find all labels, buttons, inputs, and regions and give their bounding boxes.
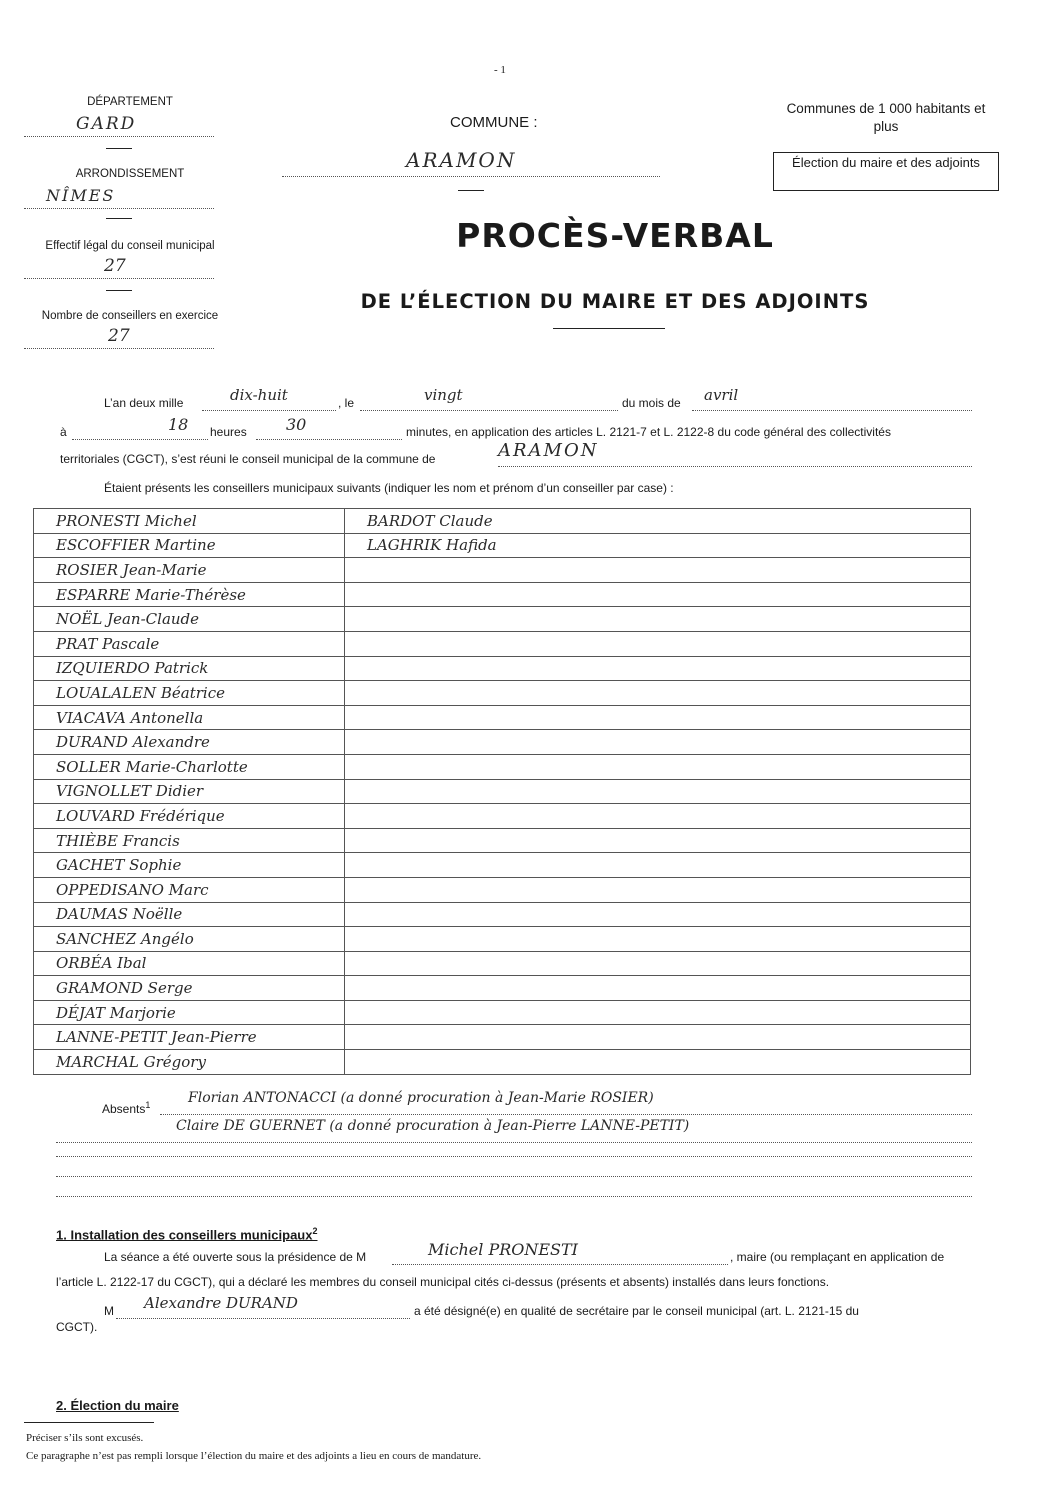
council-member-cell: DAUMAS Noëlle <box>34 902 345 927</box>
section-1-p1-end: , maire (ou remplaçant en application de <box>730 1250 945 1264</box>
section-1-title <box>56 1226 318 1242</box>
page-subtitle: DE L’ÉLECTION DU MAIRE ET DES ADJOINTS <box>360 290 870 313</box>
effectif-field <box>24 258 214 279</box>
table-row <box>34 1025 971 1050</box>
footnote-ref-1: 1 <box>145 1100 151 1110</box>
council-member-cell <box>345 558 971 583</box>
absent-entry: Florian ANTONACCI (a donné procuration à Jean-Marie ROSIER) <box>188 1090 654 1106</box>
council-member-cell <box>345 656 971 681</box>
presents-label: Étaient présents les conseillers municipaux suivants (indiquer les nom et prénom d’un conseiller par case) : <box>104 481 674 495</box>
council-member-cell <box>345 779 971 804</box>
departement-value: GARD <box>76 114 137 134</box>
council-member-cell <box>345 976 971 1001</box>
absents-label <box>102 1100 150 1116</box>
council-member-cell <box>345 804 971 829</box>
section-1-p1-start: La séance a été ouverte sous la présidence de M <box>104 1250 367 1264</box>
table-row <box>34 877 971 902</box>
council-member-cell <box>345 902 971 927</box>
arrondissement-value: NÎMES <box>46 186 116 205</box>
heures-value: 18 <box>168 415 189 434</box>
an-field <box>202 386 336 411</box>
council-member-cell <box>345 631 971 656</box>
table-row <box>34 607 971 632</box>
table-row <box>34 804 971 829</box>
territoriales-value: ARAMON <box>498 440 599 461</box>
council-member-cell: GRAMOND Serge <box>34 976 345 1001</box>
council-member-cell <box>345 705 971 730</box>
exercice-label: Nombre de conseillers en exercice <box>41 310 219 322</box>
absents-line-4 <box>56 1170 972 1177</box>
page-number: - 1 <box>494 64 506 76</box>
table-row <box>34 509 971 534</box>
divider <box>106 290 132 291</box>
council-member-cell <box>345 1050 971 1075</box>
council-member-cell: ESCOFFIER Martine <box>34 533 345 558</box>
table-row <box>34 951 971 976</box>
council-member-cell <box>345 951 971 976</box>
council-member-cell <box>345 1000 971 1025</box>
absent-entry: Claire DE GUERNET (a donné procuration à Jean-Pierre LANNE-PETIT) <box>176 1118 690 1134</box>
table-row <box>34 533 971 558</box>
section-2-title: 2. Élection du maire <box>56 1398 179 1413</box>
council-member-cell <box>345 754 971 779</box>
council-member-cell: PRAT Pascale <box>34 631 345 656</box>
council-member-cell: ESPARRE Marie-Thérèse <box>34 582 345 607</box>
page-title: PROCÈS-VERBAL <box>456 216 774 255</box>
table-row <box>34 558 971 583</box>
footnote-1: Préciser s’ils sont excusés. <box>26 1432 144 1444</box>
absents-label-text: Absents <box>102 1102 146 1116</box>
minutes-label: minutes, en application des articles L. 2121-7 et L. 2122-8 du code général des collectivités <box>406 425 891 439</box>
council-member-cell <box>345 853 971 878</box>
table-row <box>34 853 971 878</box>
council-member-cell: VIACAVA Antonella <box>34 705 345 730</box>
council-member-cell: ORBÉA Ibal <box>34 951 345 976</box>
an-value: dix-huit <box>230 386 288 404</box>
le-field <box>360 386 618 411</box>
footnote-2: Ce paragraphe n’est pas rempli lorsque l’élection du maire et des adjoints a lieu en cours de mandature. <box>26 1450 482 1462</box>
council-member-cell: LOUALALEN Béatrice <box>34 681 345 706</box>
table-row <box>34 828 971 853</box>
section-1-p1-line2: l’article L. 2122-17 du CGCT), qui a déclaré les membres du conseil municipal cités ci-dessus (présents et absents) installés dans leurs fonctions. <box>56 1275 830 1289</box>
table-row <box>34 1050 971 1075</box>
mois-value: avril <box>704 386 739 404</box>
election-box: Élection du maire et des adjoints <box>773 152 999 191</box>
territoriales-field <box>498 440 972 467</box>
commune-field <box>282 148 660 177</box>
table-row <box>34 582 971 607</box>
council-member-cell: THIÈBE Francis <box>34 828 345 853</box>
table-row <box>34 779 971 804</box>
commune-value: ARAMON <box>406 148 517 172</box>
council-member-cell <box>345 927 971 952</box>
divider <box>106 218 132 219</box>
divider <box>553 328 665 329</box>
departement-label: DÉPARTEMENT <box>87 96 173 108</box>
council-member-cell: IZQUIERDO Patrick <box>34 656 345 681</box>
commune-label: COMMUNE : <box>450 114 538 131</box>
footnote-divider <box>24 1422 154 1423</box>
minutes-value: 30 <box>286 415 307 434</box>
arrondissement-label: ARRONDISSEMENT <box>75 168 185 180</box>
council-member-cell <box>345 828 971 853</box>
table-row <box>34 656 971 681</box>
mois-field <box>692 386 972 411</box>
table-row <box>34 705 971 730</box>
a-label: à <box>60 425 67 439</box>
council-member-cell: SOLLER Marie-Charlotte <box>34 754 345 779</box>
le-label: , le <box>338 396 355 410</box>
council-member-cell: BARDOT Claude <box>345 509 971 534</box>
heures-label: heures <box>210 425 247 439</box>
absents-line-5 <box>56 1190 972 1197</box>
council-member-cell <box>345 681 971 706</box>
table-row <box>34 730 971 755</box>
council-member-cell: DÉJAT Marjorie <box>34 1000 345 1025</box>
council-member-cell: SANCHEZ Angélo <box>34 927 345 952</box>
effectif-value: 27 <box>104 256 126 276</box>
president-value: Michel PRONESTI <box>428 1240 578 1259</box>
council-member-cell <box>345 1025 971 1050</box>
council-member-cell: LAGHRIK Hafida <box>345 533 971 558</box>
council-member-cell <box>345 877 971 902</box>
table-row <box>34 1000 971 1025</box>
exercice-value: 27 <box>108 326 130 346</box>
table-row <box>34 754 971 779</box>
council-member-cell: ROSIER Jean-Marie <box>34 558 345 583</box>
council-member-cell: OPPEDISANO Marc <box>34 877 345 902</box>
presents-table <box>33 508 971 1075</box>
council-member-cell: GACHET Sophie <box>34 853 345 878</box>
section-1-p2-end: a été désigné(e) en qualité de secrétaire par le conseil municipal (art. L. 2121-15 du <box>414 1304 859 1318</box>
table-row <box>34 902 971 927</box>
absents-line-3 <box>56 1150 972 1157</box>
council-member-cell: NOËL Jean-Claude <box>34 607 345 632</box>
divider <box>106 148 132 149</box>
le-value: vingt <box>424 386 463 404</box>
heures-field <box>72 415 208 440</box>
effectif-label: Effectif légal du conseil municipal <box>45 240 215 252</box>
commune-category: Communes de 1 000 habitants et plus <box>786 101 986 134</box>
table-row <box>34 927 971 952</box>
council-member-cell <box>345 730 971 755</box>
president-field <box>392 1240 728 1265</box>
council-member-cell: DURAND Alexandre <box>34 730 345 755</box>
council-member-cell: LOUVARD Frédérique <box>34 804 345 829</box>
section-1-p2-start: M <box>104 1304 114 1318</box>
council-member-cell: VIGNOLLET Didier <box>34 779 345 804</box>
table-row <box>34 976 971 1001</box>
footnote-ref-2: 2 <box>312 1226 318 1236</box>
absents-line-1 <box>160 1090 972 1115</box>
mois-label: du mois de <box>622 396 681 410</box>
table-row <box>34 631 971 656</box>
territoriales-label: territoriales (CGCT), s’est réuni le conseil municipal de la commune de <box>60 452 436 466</box>
council-member-cell <box>345 582 971 607</box>
exercice-field <box>24 328 214 349</box>
council-member-cell: MARCHAL Grégory <box>34 1050 345 1075</box>
divider <box>458 190 484 191</box>
section-1-p2-line2: CGCT). <box>56 1320 98 1334</box>
absents-line-2 <box>56 1118 972 1143</box>
arrondissement-field <box>24 188 214 209</box>
council-member-cell <box>345 607 971 632</box>
departement-field <box>24 116 214 137</box>
section-1-title-text: 1. Installation des conseillers municipaux <box>56 1227 313 1243</box>
table-row <box>34 681 971 706</box>
minutes-field <box>256 415 402 440</box>
an-label: L’an deux mille <box>104 396 184 410</box>
secretaire-field <box>116 1294 410 1319</box>
council-member-cell: PRONESTI Michel <box>34 509 345 534</box>
secretaire-value: Alexandre DURAND <box>144 1294 298 1312</box>
council-member-cell: LANNE-PETIT Jean-Pierre <box>34 1025 345 1050</box>
